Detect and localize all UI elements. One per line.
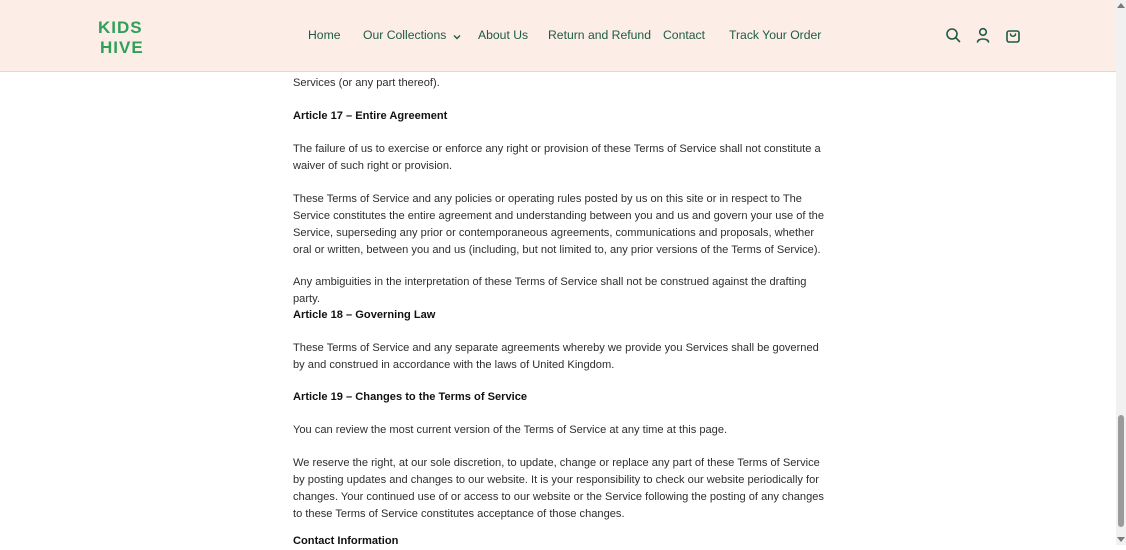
nav-about-us[interactable]: About Us: [478, 28, 529, 42]
chevron-down-icon: [453, 29, 461, 43]
paragraph-fragment: Services (or any part thereof).: [293, 77, 440, 89]
nav-our-collections-label: Our Collections: [363, 28, 447, 42]
nav-our-collections[interactable]: [363, 28, 461, 43]
scroll-thumb[interactable]: [1118, 415, 1124, 527]
svg-text:HIVE: HIVE: [100, 38, 144, 56]
scroll-down-arrow-icon[interactable]: [1117, 537, 1125, 542]
kids-hive-logo[interactable]: [97, 16, 161, 56]
article-19-paragraph-1: You can review the most current version of the Terms of Service at any time at this page.: [293, 424, 728, 436]
page-scrollbar[interactable]: [1116, 0, 1126, 545]
article-17-paragraph-1: The failure of us to exercise or enforce any right or provision of these Terms of Service shall not constitute a waiver of such right or provision.: [293, 143, 821, 172]
site-header: [0, 0, 1116, 72]
article-18-heading: Article 18 – Governing Law: [293, 309, 436, 321]
nav-contact[interactable]: Contact: [663, 28, 706, 42]
article-19-heading: Article 19 – Changes to the Terms of Service: [293, 391, 528, 403]
svg-text:KIDS: KIDS: [98, 18, 143, 37]
article-17-paragraph-3: Any ambiguities in the interpretation of these Terms of Service shall not be construed against the drafting party.: [293, 276, 807, 305]
article-17-paragraph-2: These Terms of Service and any policies or operating rules posted by us on this site or in respect to The Service constitutes the entire agreement and understanding between you and us and govern your use of the Service, superseding any prior or contemporaneous agreements, communications and proposals, whether oral or written, between you and us (including, but not limited to, any prior versions of the Terms of Service).: [293, 193, 824, 256]
user-icon[interactable]: [975, 27, 991, 43]
shopping-bag-icon[interactable]: [1005, 27, 1021, 43]
article-18-paragraph-1: These Terms of Service and any separate agreements whereby we provide you Services shall be governed by and construed in accordance with the laws of United Kingdom.: [293, 342, 819, 371]
article-17-heading: Article 17 – Entire Agreement: [293, 110, 448, 122]
nav-home[interactable]: Home: [308, 28, 341, 42]
contact-information-heading: Contact Information: [293, 535, 399, 547]
article-19-paragraph-2: We reserve the right, at our sole discretion, to update, change or replace any part of these Terms of Service by posting updates and changes to our website. It is your responsibility to check our website periodically for changes. Your continued use of or access to our website or the Service following the posting of any changes to these Terms of Service constitutes acceptance of those changes.: [293, 457, 824, 520]
nav-track-order[interactable]: Track Your Order: [729, 28, 822, 42]
nav-return-refund[interactable]: Return and Refund: [548, 28, 651, 42]
scroll-up-arrow-icon[interactable]: [1117, 3, 1125, 8]
search-icon[interactable]: [945, 27, 961, 43]
